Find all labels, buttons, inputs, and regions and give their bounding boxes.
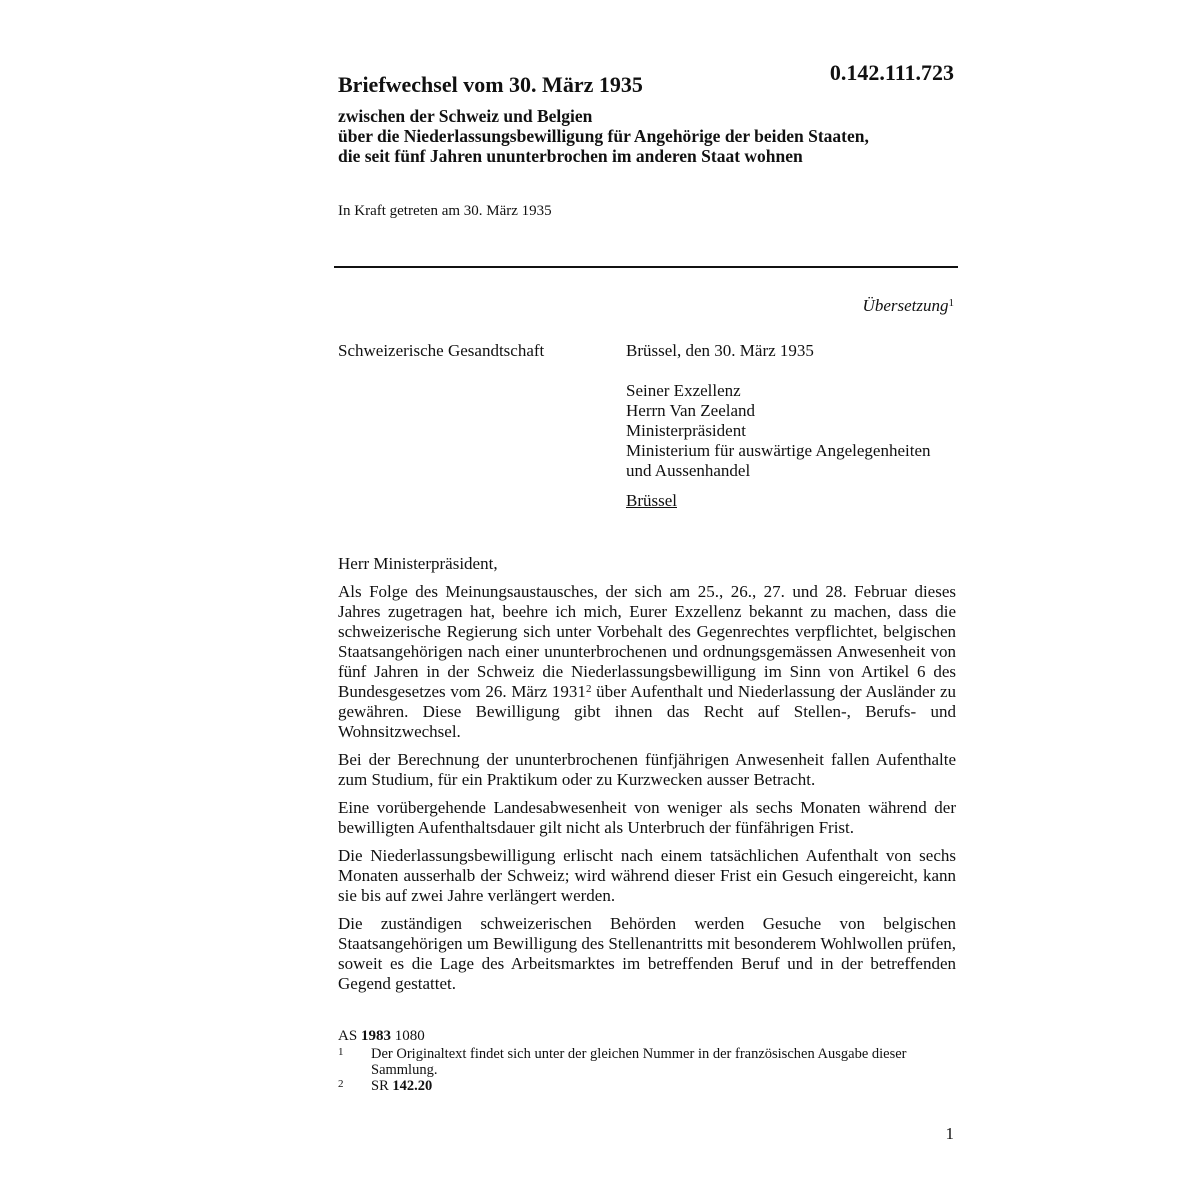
paragraph-text: Als Folge des Meinungsaustausches, der sich am 25., 26., 27. und 28. Februar dieses Jahres zugetragen hat, beehre ich mich, Eurer Exzellenz bekannt zu machen, dass die schweizerische Regierung sich unter Vorbehalt des Gegenrechtes verpflichtet, belgischen Staatsangehörigen nach einer ununterbrochenen und ordnungsgemässen Anwesenheit von fünf Jahren in der Schweiz die Niederlassungsbewilligung im Sinn von Artikel 6 des Bundesgesetzes vom 26. März 1931 — [338, 582, 956, 701]
sender: Schweizerische Gesandtschaft — [338, 341, 545, 360]
footnote-number: 2 — [338, 1078, 344, 1090]
letter-body — [338, 582, 956, 1002]
horizontal-divider — [334, 266, 958, 268]
footnote-mark[interactable]: 1 — [948, 297, 954, 309]
footnote-text — [371, 1078, 432, 1094]
address-city: Brüssel — [626, 491, 677, 510]
address-line: Seiner Exzellenz — [626, 381, 741, 400]
address-line: Herrn Van Zeeland — [626, 401, 756, 420]
footnote-text: Der Originaltext findet sich unter der gleichen Nummer in der französischen Ausgabe dieser Sammlung. — [371, 1046, 907, 1078]
address-line: Ministerpräsident — [626, 421, 746, 440]
footnote-mark[interactable]: 2 — [585, 683, 592, 695]
footnote-prefix: SR — [371, 1078, 389, 1094]
as-reference — [338, 1028, 956, 1044]
page-number: 1 — [945, 1124, 954, 1143]
document-page — [338, 0, 958, 1200]
footnotes — [338, 1028, 956, 1094]
date-line: Brüssel, den 30. März 1935 — [626, 341, 814, 360]
translation-label — [863, 296, 954, 316]
footnote — [338, 1046, 956, 1078]
in-force-date: In Kraft getreten am 30. März 1935 — [338, 203, 552, 219]
as-prefix: AS — [338, 1028, 358, 1044]
address-line: Ministerium für auswärtige Angelegenheiten — [626, 441, 931, 460]
recipient-address — [626, 381, 931, 511]
translation-text: Übersetzung — [862, 296, 949, 315]
footnote — [338, 1078, 956, 1094]
paragraph: Die zuständigen schweizerischen Behörden werden Gesuche von belgischen Staatsangehörigen um Bewilligung des Stellenantritts mit besonderem Wohlwollen prüfen, soweit es die Lage des Arbeitsmarktes im betreffenden Beruf und in der betreffenden Gegend gestattet. — [338, 914, 956, 993]
paragraph: Bei der Berechnung der ununterbrochenen fünfjährigen Anwesenheit fallen Aufenthalte zum Studium, für ein Praktikum oder zu Kurzwecken ausser Betracht. — [338, 750, 956, 789]
document-subtitle — [338, 106, 958, 166]
as-page: 1080 — [394, 1028, 425, 1044]
subtitle-line: über die Niederlassungsbewilligung für Angehörige der beiden Staaten, — [338, 126, 869, 146]
as-year: 1983 — [360, 1028, 391, 1044]
paragraph-text: über Aufenthalt und Niederlassung der Ausländer zu gewähren. Diese Bewilligung gibt ihnen das Recht auf Stellen-, Berufs- und Wohnsitzwechsel. — [338, 682, 956, 741]
paragraph — [338, 582, 956, 742]
footnote-number: 1 — [338, 1046, 344, 1058]
address-line: und Aussenhandel — [626, 461, 751, 480]
sr-number: 0.142.111.723 — [829, 60, 954, 85]
subtitle-line: zwischen der Schweiz und Belgien — [338, 106, 593, 126]
salutation: Herr Ministerpräsident, — [338, 554, 498, 573]
footnote-sr-number[interactable]: 142.20 — [392, 1078, 433, 1094]
paragraph: Die Niederlassungsbewilligung erlischt nach einem tatsächlichen Aufenthalt von sechs Monaten ausserhalb der Schweiz; wird während dieser Frist ein Gesuch eingereicht, kann sie bis auf zwei Jahre verlängert werden. — [338, 846, 956, 905]
subtitle-line: die seit fünf Jahren ununterbrochen im anderen Staat wohnen — [338, 146, 803, 166]
document-title: Briefwechsel vom 30. März 1935 — [338, 72, 643, 97]
paragraph: Eine vorübergehende Landesabwesenheit von weniger als sechs Monaten während der bewilligten Aufenthaltsdauer gilt nicht als Unterbruch der fünfährigen Frist. — [338, 798, 956, 837]
